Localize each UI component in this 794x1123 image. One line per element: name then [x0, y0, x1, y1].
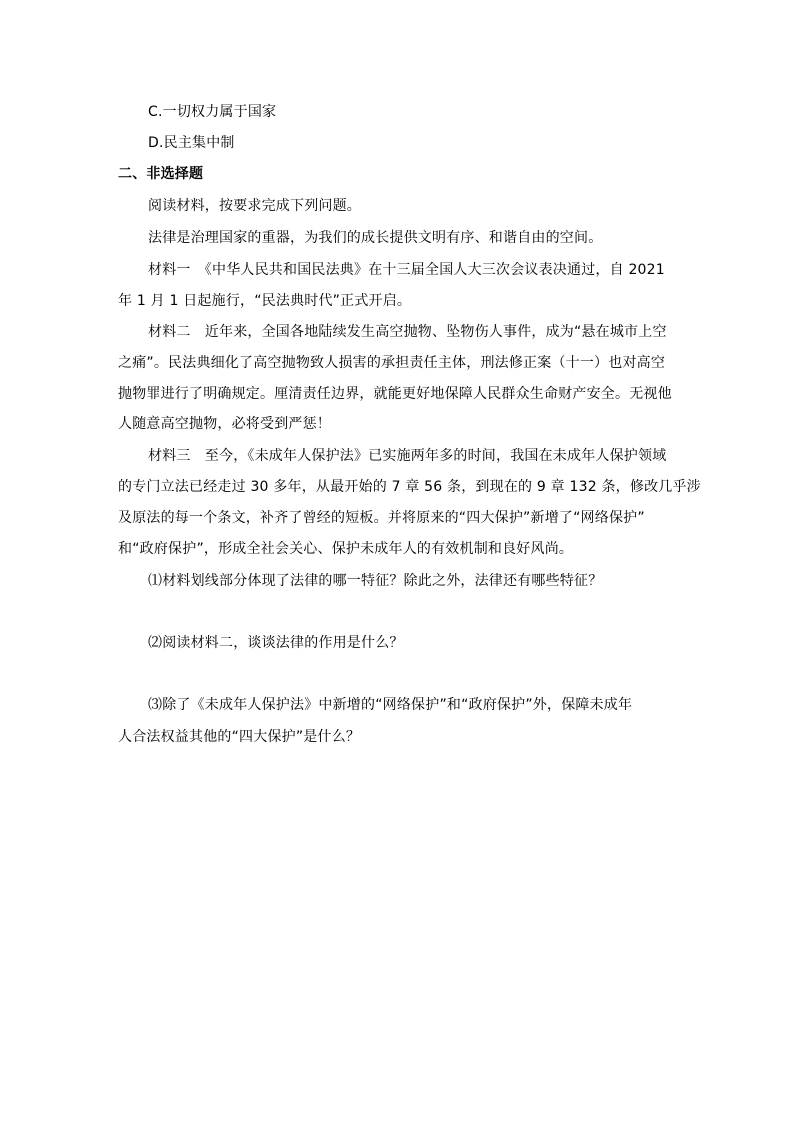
- material-three-line-1: 材料三 至今，《未成年人保护法》已实施两年多的时间，我国在未成年人保护领域: [148, 448, 667, 464]
- question-3-line-2: 人合法权益其他的“四大保护”是什么？: [118, 729, 361, 745]
- material-three-line-3: 及原法的每一个条文，补齐了曾经的短板。并将原来的“四大保护”新增了“网络保护”: [118, 510, 645, 526]
- material-three-line-4: 和“政府保护”，形成全社会关心、保护未成年人的有效机制和良好风尚。: [118, 541, 574, 557]
- material-two-line-4: 人随意高空抛物，必将受到严惩！: [118, 416, 331, 432]
- option-d: D.民主集中制: [148, 135, 235, 151]
- question-1: ⑴材料划线部分体现了法律的哪一特征？除此之外，法律还有哪些特征？: [148, 573, 603, 589]
- material-three-line-2: 的专门立法已经走过 30 多年，从最开始的 7 章 56 条，到现在的 9 章 132 条，修改几乎涉: [118, 479, 701, 495]
- material-one-line-2: 年 1 月 1 日起施行，“民法典时代”正式开启。: [118, 293, 412, 309]
- material-two-line-2: 之痛”。民法典细化了高空抛物致人损害的承担责任主体，刑法修正案（十一）也对高空: [118, 355, 666, 371]
- option-c: C.一切权力属于国家: [148, 104, 277, 120]
- question-3-line-1: ⑶除了《未成年人保护法》中新增的“网络保护”和“政府保护”外，保障未成年: [148, 697, 633, 713]
- material-two-line-1: 材料二 近年来，全国各地陆续发生高空抛物、坠物伤人事件，成为“悬在城市上空: [148, 324, 667, 340]
- question-2: ⑵阅读材料二，谈谈法律的作用是什么？: [148, 635, 404, 651]
- instruction-text: 阅读材料，按要求完成下列问题。: [148, 198, 361, 214]
- material-two-line-3: 抛物罪进行了明确规定。厘清责任边界，就能更好地保障人民群众生命财产安全。无视他: [118, 386, 672, 402]
- section-title: 二、非选择题: [118, 166, 204, 182]
- material-one-line-1: 材料一 《中华人民共和国民法典》在十三届全国人大三次会议表决通过，自 2021: [148, 262, 665, 278]
- intro-text: 法律是治理国家的重器，为我们的成长提供文明有序、和谐自由的空间。: [148, 230, 603, 246]
